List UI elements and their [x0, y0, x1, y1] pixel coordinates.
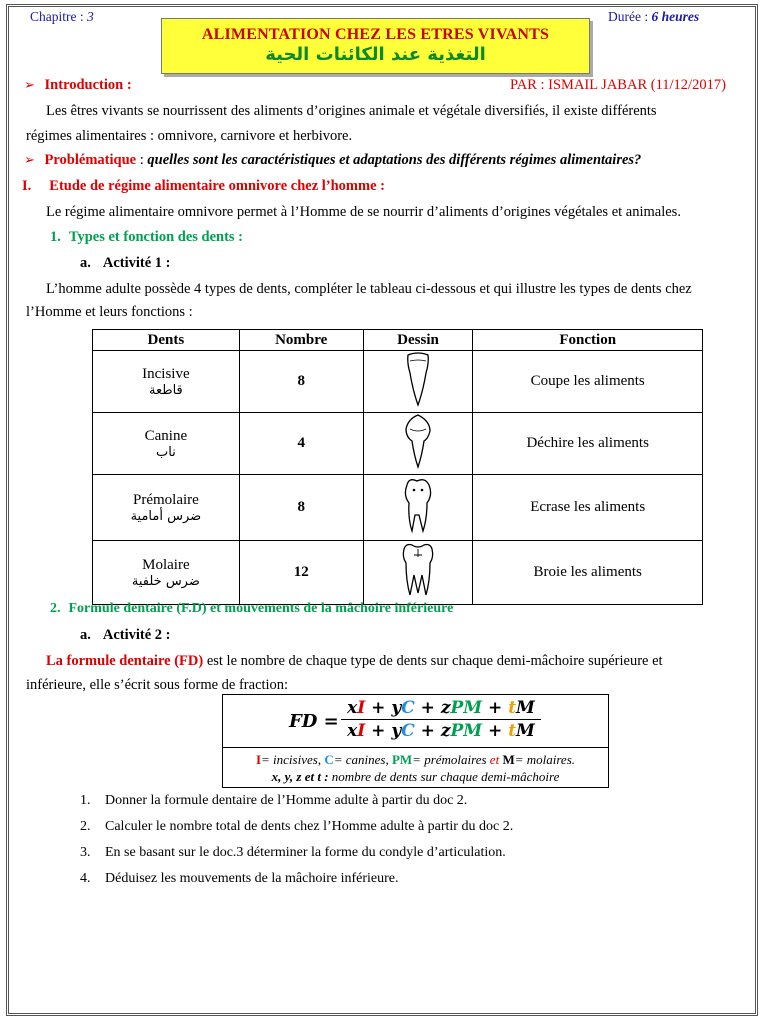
- tooth-function-cell: Broie les aliments: [473, 541, 703, 605]
- header-nombre: Nombre: [239, 330, 363, 351]
- tooth-count-cell: 8: [239, 475, 363, 541]
- formula-box: [222, 694, 609, 788]
- canine-tooth-icon: [363, 413, 473, 475]
- fraction-bar: [341, 719, 541, 720]
- title-arabic: التغذية عند الكائنات الحية: [265, 44, 486, 65]
- table-row: [93, 475, 703, 541]
- table-row: [93, 541, 703, 605]
- tooth-count-cell: 12: [239, 541, 363, 605]
- tooth-count-cell: 8: [239, 351, 363, 413]
- tooth-function-cell: Coupe les aliments: [473, 351, 703, 413]
- activity-1-text-1: L’homme adulte possède 4 types de dents, compléter le tableau ci-dessous et qui illustre les types de dents chez: [46, 281, 692, 297]
- formula-lhs: FD =: [289, 711, 339, 732]
- table-row: [93, 413, 703, 475]
- subsection-1-heading: 1. Types et fonction des dents :: [50, 229, 244, 245]
- teeth-table: [92, 329, 703, 605]
- definition-line-1: La formule dentaire (FD) est le nombre de chaque type de dents sur chaque demi-mâchoire supérieure et: [46, 653, 663, 669]
- tooth-name-cell: Incisive قاطعة: [93, 351, 240, 413]
- definition-line-2: inférieure, elle s’écrit sous forme de fraction:: [26, 677, 289, 693]
- arrow-bullet-icon: ➢: [24, 77, 35, 92]
- title-box: [161, 18, 590, 74]
- header-fonction: Fonction: [473, 330, 703, 351]
- activity-2-heading: a. Activité 2 :: [80, 627, 171, 643]
- formula-legend-line-2: x, y, z et t : nombre de dents sur chaque demi-mâchoire: [271, 769, 560, 784]
- intro-heading: ➢ Introduction :: [24, 77, 132, 93]
- formula-numerator: xI + yC + zPM + tM: [347, 698, 535, 718]
- header-dessin: Dessin: [363, 330, 473, 351]
- formula-equation: [223, 695, 608, 748]
- table-row: [93, 351, 703, 413]
- molar-tooth-icon: [363, 541, 473, 605]
- duration-label: Durée : 6 heures: [608, 9, 700, 24]
- problematique: ➢ Problématique : quelles sont les caractéristiques et adaptations des différents régimes alimentaires?: [24, 152, 642, 168]
- intro-text-1: Les êtres vivants se nourrissent des aliments d’origines animale et végétale diversifiés, il existe différents: [46, 103, 657, 119]
- header-dents: Dents: [93, 330, 240, 351]
- tooth-function-cell: Déchire les aliments: [473, 413, 703, 475]
- tooth-name-cell: Prémolaire ضرس أمامية: [93, 475, 240, 541]
- list-item: 1. Donner la formule dentaire de l’Homme adulte à partir du doc 2.: [80, 793, 468, 808]
- intro-text-2: régimes alimentaires : omnivore, carnivore et herbivore.: [26, 128, 353, 144]
- activity-1-text-2: l’Homme et leurs fonctions :: [26, 304, 193, 320]
- tooth-name-cell: Molaire ضرس خلفية: [93, 541, 240, 605]
- title-french: ALIMENTATION CHEZ LES ETRES VIVANTS: [201, 26, 550, 43]
- section-1-text: Le régime alimentaire omnivore permet à l’Homme de se nourrir d’aliments d’origines végétales et animales.: [46, 204, 681, 220]
- incisor-tooth-icon: [363, 351, 473, 413]
- tooth-name-cell: Canine ناب: [93, 413, 240, 475]
- formula-denominator: xI + yC + zPM + tM: [347, 721, 535, 741]
- formula-legend: [223, 751, 608, 785]
- activity-1-heading: a. Activité 1 :: [80, 255, 171, 271]
- formula-legend-line-1: I= incisives, C= canines, PM= prémolaires et M= molaires.: [255, 752, 576, 767]
- subsection-2-heading: 2. Formule dentaire (F.D) et mouvements de la mâchoire inférieure: [50, 601, 454, 616]
- tooth-count-cell: 4: [239, 413, 363, 475]
- table-header-row: [93, 330, 703, 351]
- tooth-function-cell: Ecrase les aliments: [473, 475, 703, 541]
- section-1-heading: I. Etude de régime alimentaire omnivore chez l’homme :: [22, 178, 385, 194]
- premolar-tooth-icon: [363, 475, 473, 541]
- arrow-bullet-icon: ➢: [24, 152, 35, 167]
- chapter-label: Chapitre : 3: [30, 9, 94, 24]
- list-item: 4. Déduisez les mouvements de la mâchoire inférieure.: [80, 871, 399, 886]
- list-item: 2. Calculer le nombre total de dents chez l’Homme adulte à partir du doc 2.: [80, 819, 514, 834]
- questions-list: [80, 788, 513, 892]
- list-item: 3. En se basant sur le doc.3 déterminer la forme du condyle d’articulation.: [80, 845, 506, 860]
- author-line: PAR : ISMAIL JABAR (11/12/2017): [510, 77, 726, 93]
- formula-fraction: [341, 698, 541, 741]
